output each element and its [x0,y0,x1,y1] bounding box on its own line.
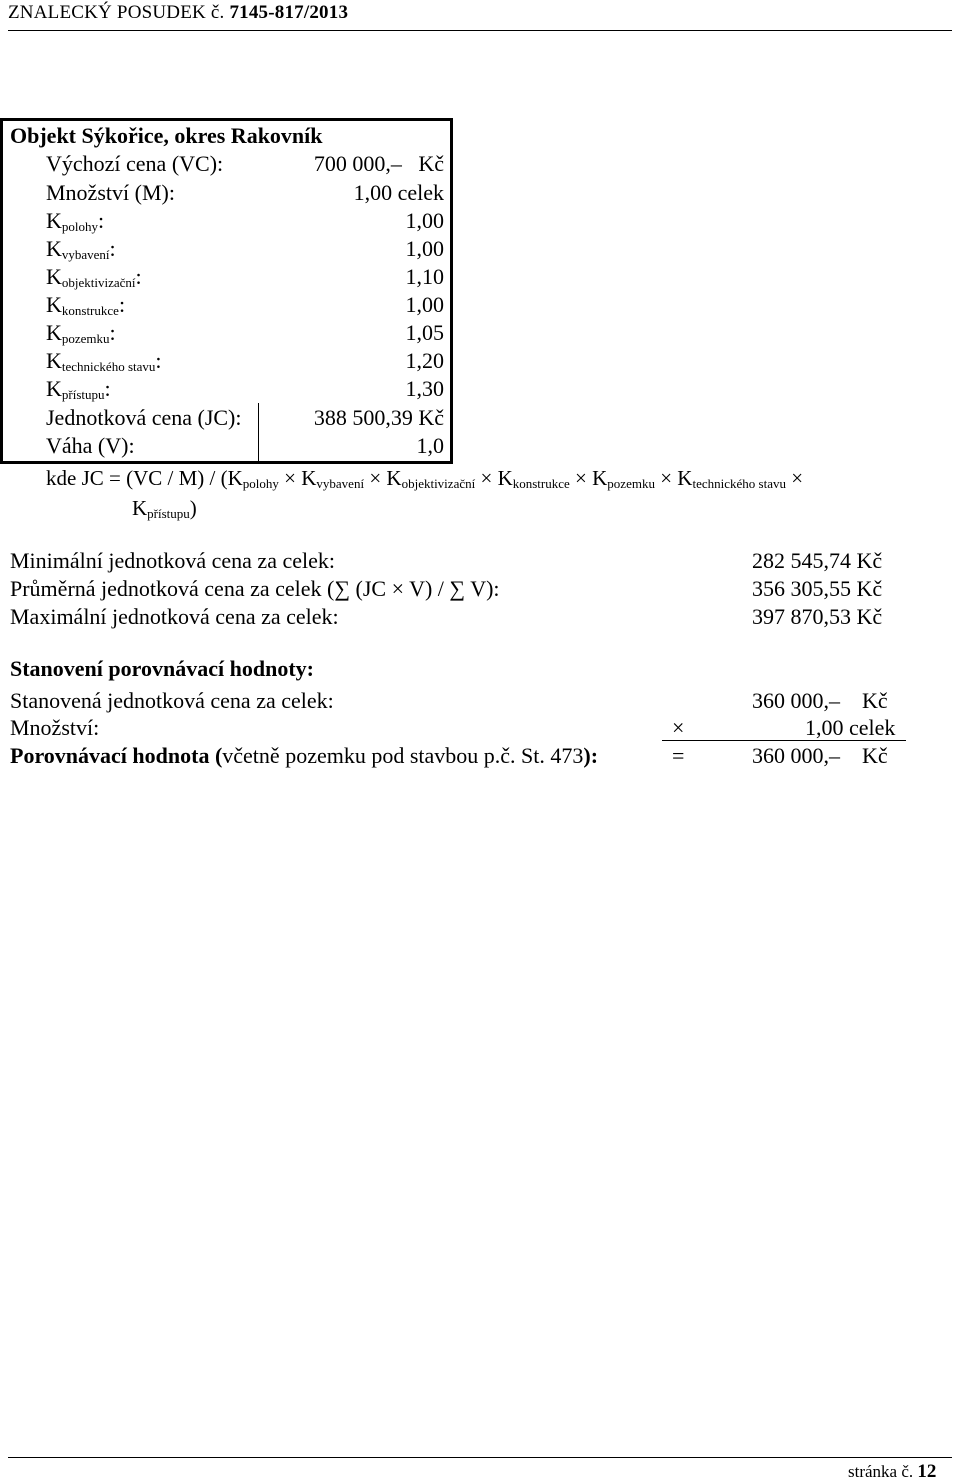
result-value [752,743,888,769]
formula-k: K [497,466,513,490]
formula-times: × [364,466,387,490]
min-price-label: Minimální jednotková cena za celek: [10,548,335,573]
formula-sub-polohy: polohy [242,476,279,491]
result-label-a: Porovnávací hodnota ( [10,743,223,768]
result-currency: Kč [862,743,888,768]
v-label: Váha (V): [46,433,135,458]
formula-times: × [654,466,678,490]
k-konstrukce-label [46,292,125,318]
formula-line-1 [46,466,803,491]
max-price-label: Maximální jednotková cena za celek: [10,604,339,629]
row-m [46,180,444,208]
k-polohy-sub: polohy [61,219,99,234]
v-value: 1,0 [416,433,444,458]
result-label-note: včetně pozemku pod stavbou p.č. St. 473 [222,743,584,768]
box-border-bottom [0,461,453,464]
result-label [10,743,598,769]
formula-k: K [592,466,608,490]
k-konstrukce-sub: konstrukce [61,303,119,318]
row-jc [46,405,444,433]
avg-price-label: Průměrná jednotková cena za celek (∑ (JC × V) / ∑ V): [10,576,500,601]
k-techstav-value: 1,20 [405,348,444,373]
k-pozemku-label [46,320,116,346]
k-polohy-label [46,208,104,234]
formula-sub-vybaveni: vybavení [316,476,365,491]
k-pozemku-sub: pozemku [61,331,110,346]
header-number: 7145-817/2013 [229,2,349,23]
unit-price-label: Stanovená jednotková cena za celek: [10,688,334,713]
k-techstav-label [46,348,162,374]
row-k-vybaveni [46,236,444,264]
formula-times: × [785,466,804,490]
vc-label: Výchozí cena (VC): [46,151,224,176]
row-k-pozemku [46,320,444,348]
vc-value [314,151,444,177]
unit-price-amount: 360 000,– [752,688,840,713]
formula-times: × [278,466,302,490]
k-vybaveni-value: 1,00 [405,236,444,261]
formula-start: kde JC = (VC / M) / (K [46,466,243,490]
jc-column-divider [258,403,259,461]
k-pristupu-sub: přístupu [61,387,105,402]
m-label: Množství (M): [46,180,175,205]
result-operator: = [672,743,685,768]
page-number: 12 [917,1461,937,1482]
box-border-top [0,118,453,121]
formula-times: × [475,466,498,490]
formula-times: × [569,466,593,490]
unit-price-value [752,688,888,714]
colon: : [104,376,111,401]
colon: : [135,264,142,289]
row-k-polohy [46,208,444,236]
formula-k: K [132,496,148,520]
formula-sub-konstrukce: konstrukce [512,476,570,491]
k-letter: K [46,320,62,345]
formula-k: K [386,466,402,490]
row-v [46,433,444,461]
row-vc [46,151,444,179]
header-rule [8,30,952,31]
k-letter: K [46,376,62,401]
formula-sub-techstav: technického stavu [692,476,786,491]
k-objekt-sub: objektivizační [61,275,136,290]
min-price-value: 282 545,74 Kč [752,548,883,573]
k-objekt-label [46,264,142,290]
jc-value: 388 500,39 Kč [313,405,444,430]
header-prefix: ZNALECKÝ POSUDEK č. [8,2,225,23]
row-k-pristupu [46,376,444,404]
result-amount: 360 000,– [752,743,840,768]
k-pozemku-value: 1,05 [405,320,444,345]
colon: : [98,208,105,233]
k-letter: K [46,236,62,261]
colon: : [109,236,116,261]
row-k-technickeho-stavu [46,348,444,376]
k-vybaveni-label [46,236,116,262]
result-label-b: ): [583,743,599,768]
object-title: Objekt Sýkořice, okres Rakovník [10,123,323,148]
formula-k: K [301,466,317,490]
k-objekt-value: 1,10 [405,264,444,289]
m-value: 1,00 celek [353,180,444,205]
formula-sub-objekt: objektivizační [401,476,476,491]
row-k-konstrukce [46,292,444,320]
page-footer [848,1461,936,1483]
quantity-label: Množství: [10,715,100,740]
footer-rule [8,1457,952,1458]
document-header [8,2,348,24]
k-pristupu-label [46,376,111,402]
sum-rule [662,740,906,741]
k-letter: K [46,264,62,289]
k-konstrukce-value: 1,00 [405,292,444,317]
vc-currency: Kč [418,151,444,176]
valuation-title: Stanovení porovnávací hodnoty: [10,656,314,681]
row-k-objektivizacni [46,264,444,292]
colon: : [118,292,126,317]
page-label: stránka č. [848,1462,914,1481]
formula-line-2 [132,496,197,521]
k-pristupu-value: 1,30 [405,376,444,401]
max-price-value: 397 870,53 Kč [752,604,883,629]
k-letter: K [46,208,62,233]
colon: : [109,320,116,345]
quantity-value: 1,00 celek [805,715,896,740]
box-border-left [0,118,3,464]
avg-price-value: 356 305,55 Kč [752,576,883,601]
formula-close: ) [189,496,197,520]
jc-label: Jednotková cena (JC): [46,405,242,430]
k-letter: K [46,348,62,373]
k-letter: K [46,292,62,317]
k-polohy-value: 1,00 [405,208,444,233]
formula-sub-pristupu: přístupu [147,506,190,521]
unit-price-currency: Kč [862,688,888,713]
quantity-operator: × [672,715,685,740]
formula-sub-pozemku: pozemku [607,476,655,491]
vc-amount: 700 000,– [313,151,402,176]
formula-k: K [677,466,693,490]
box-border-right [450,118,453,464]
k-techstav-sub: technického stavu [61,359,156,374]
k-vybaveni-sub: vybavení [61,247,110,262]
colon: : [155,348,162,373]
